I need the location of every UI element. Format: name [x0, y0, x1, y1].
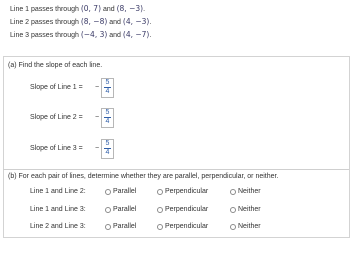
radio-perpendicular-1-2[interactable] — [157, 189, 163, 195]
given-prefix: Line 3 passes through — [10, 32, 79, 39]
minus-sign: − — [95, 145, 100, 152]
numerator: 5 — [105, 140, 110, 147]
section-divider — [3, 169, 349, 170]
given-point: (4, −3) — [122, 17, 150, 26]
option-neither: Neither — [238, 188, 261, 195]
option-perpendicular: Perpendicular — [165, 206, 209, 213]
slope-label-line-3: Slope of Line 3 = — [30, 145, 83, 152]
radio-neither-2-3[interactable] — [230, 224, 236, 230]
radio-parallel-1-3[interactable] — [105, 207, 111, 213]
given-end: . — [149, 19, 152, 26]
given-end: . — [149, 32, 152, 39]
option-parallel: Parallel — [113, 223, 137, 230]
given-line-2 — [10, 17, 151, 26]
numerator: 5 — [105, 79, 110, 86]
radio-parallel-1-2[interactable] — [105, 189, 111, 195]
given-line-3 — [10, 30, 151, 39]
minus-sign: − — [95, 84, 100, 91]
given-point: (8, −8) — [80, 17, 108, 26]
slope-input-line-3[interactable] — [101, 139, 114, 159]
given-prefix: Line 2 passes through — [10, 19, 79, 26]
given-point: (0, 7) — [80, 4, 102, 13]
option-neither: Neither — [238, 206, 261, 213]
given-prefix: Line 1 passes through — [10, 6, 79, 13]
slope-input-line-2[interactable] — [101, 108, 114, 128]
numerator: 5 — [105, 109, 110, 116]
radio-neither-1-3[interactable] — [230, 207, 236, 213]
given-and: and — [102, 6, 115, 13]
radio-neither-1-2[interactable] — [230, 189, 236, 195]
option-neither: Neither — [238, 223, 261, 230]
slope-input-line-1[interactable] — [101, 78, 114, 98]
option-parallel: Parallel — [113, 206, 137, 213]
option-parallel: Parallel — [113, 188, 137, 195]
pair-label-1-2: Line 1 and Line 2: — [30, 188, 86, 195]
part-b-title: (b) For each pair of lines, determine whether they are parallel, perpendicular, or neither. — [8, 173, 279, 180]
denominator: 4 — [105, 88, 110, 95]
minus-sign: − — [95, 114, 100, 121]
denominator: 4 — [105, 149, 110, 156]
given-and: and — [109, 19, 121, 26]
given-and: and — [109, 32, 121, 39]
option-perpendicular: Perpendicular — [165, 188, 209, 195]
pair-label-1-3: Line 1 and Line 3: — [30, 206, 86, 213]
given-end: . — [143, 6, 146, 13]
pair-label-2-3: Line 2 and Line 3: — [30, 223, 86, 230]
radio-parallel-2-3[interactable] — [105, 224, 111, 230]
part-a-title: (a) Find the slope of each line. — [8, 62, 103, 69]
radio-perpendicular-2-3[interactable] — [157, 224, 163, 230]
given-point: (8, −3) — [116, 4, 144, 13]
radio-perpendicular-1-3[interactable] — [157, 207, 163, 213]
slope-label-line-2: Slope of Line 2 = — [30, 114, 83, 121]
slope-label-line-1: Slope of Line 1 = — [30, 84, 83, 91]
given-point: (4, −7) — [122, 30, 150, 39]
option-perpendicular: Perpendicular — [165, 223, 209, 230]
given-line-1 — [10, 4, 145, 13]
given-point: (−4, 3) — [80, 30, 108, 39]
denominator: 4 — [105, 118, 110, 125]
